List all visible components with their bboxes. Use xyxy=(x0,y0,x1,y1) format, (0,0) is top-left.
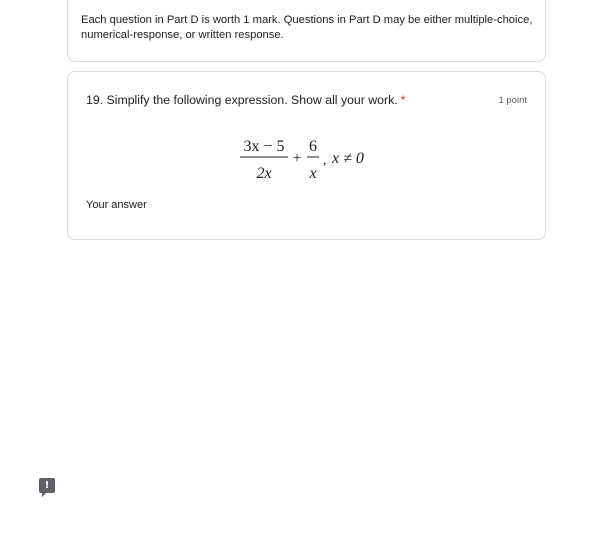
expression-denominator-2: x xyxy=(309,165,317,182)
question-points: 1 point xyxy=(498,95,527,106)
expression-condition: x ≠ 0 xyxy=(332,150,364,167)
section-description-card xyxy=(67,0,546,62)
expression-numerator-2: 6 xyxy=(309,138,317,155)
report-problem-button[interactable] xyxy=(39,478,55,493)
answer-input[interactable]: Your answer xyxy=(86,199,147,211)
expression-numerator-1: 3x − 5 xyxy=(243,138,285,155)
expression-denominator-1: 2x xyxy=(256,165,272,182)
required-marker: * xyxy=(400,93,406,107)
expression-operator: + xyxy=(292,150,302,167)
question-card xyxy=(67,71,546,240)
section-description: Each question in Part D is worth 1 mark. Questions in Part D may be either multiple-choice, numerical-response, or written response. xyxy=(81,14,533,41)
report-problem-icon: ! xyxy=(44,480,50,491)
expression-separator: , xyxy=(323,153,327,168)
question-expression xyxy=(237,132,387,184)
question-title-text: 19. Simplify the following expression. Show all your work. xyxy=(86,93,398,107)
question-title xyxy=(86,93,405,107)
